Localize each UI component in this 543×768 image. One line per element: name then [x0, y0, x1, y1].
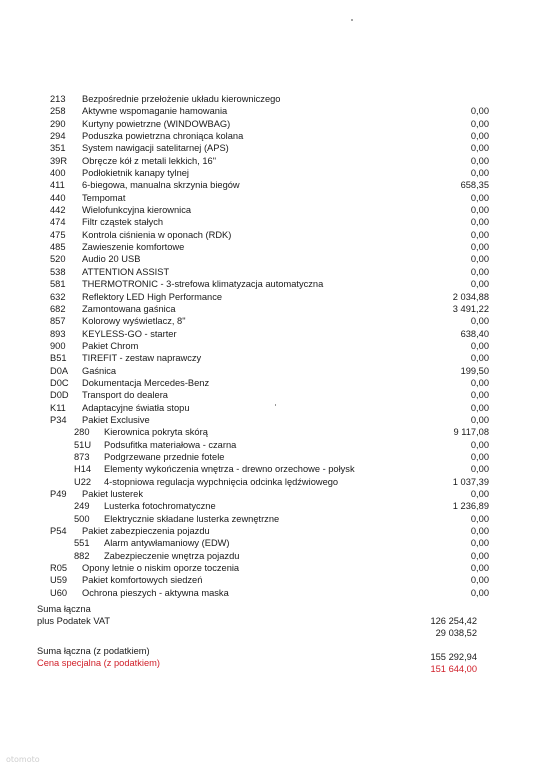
option-row: [0, 414, 543, 426]
option-description: Podłokietnik kanapy tylnej: [82, 168, 189, 179]
option-price: 0,00: [470, 414, 489, 425]
option-description: Elementy wykończenia wnętrza - drewno orzechowe - połysk: [104, 464, 355, 475]
special-price-label: Cena specjalna (z podatkiem): [37, 658, 160, 668]
option-row: [0, 142, 543, 154]
option-row: [0, 476, 543, 488]
option-description: Elektrycznie składane lusterka zewnętrzne: [104, 513, 280, 524]
option-row: [0, 377, 543, 389]
option-code: 294: [50, 131, 66, 142]
option-price: 0,00: [470, 513, 489, 524]
option-code: 351: [50, 143, 66, 154]
vat-value: 29 038,52: [435, 628, 477, 638]
option-price: 0,00: [470, 205, 489, 216]
option-description: Wielofunkcyjna kierownica: [82, 205, 192, 216]
option-description: Adaptacyjne światła stopu: [82, 402, 190, 413]
option-code: R05: [50, 563, 68, 574]
option-code: 900: [50, 340, 66, 351]
option-price: 0,00: [470, 464, 489, 475]
option-price: 0,00: [470, 106, 489, 117]
option-code: 485: [50, 242, 66, 253]
option-price: 2 034,88: [452, 291, 489, 302]
option-description: Kierownica pokryta skórą: [104, 427, 208, 438]
option-price: 0,00: [470, 526, 489, 537]
option-row: [0, 562, 543, 574]
option-price: 0,00: [470, 316, 489, 327]
option-row: [0, 525, 543, 537]
option-description: Zamontowana gaśnica: [82, 303, 176, 314]
option-row: [0, 93, 543, 105]
option-description: Obręcze kół z metali lekkich, 16": [82, 155, 217, 166]
option-code: 873: [74, 451, 90, 462]
option-description: Pakiet komfortowych siedzeń: [82, 575, 203, 586]
option-price: 0,00: [470, 575, 489, 586]
option-code: 682: [50, 303, 66, 314]
option-description: Lusterka fotochromatyczne: [104, 501, 216, 512]
option-code: 893: [50, 328, 66, 339]
option-row: [0, 340, 543, 352]
option-price: 0,00: [470, 229, 489, 240]
option-code: H14: [74, 464, 92, 475]
total-net-value: 126 254,42: [430, 616, 477, 626]
option-description: Kolorowy wyświetlacz, 8": [82, 316, 186, 327]
vat-value-row: [0, 627, 543, 639]
option-row: [0, 328, 543, 340]
option-row: [0, 513, 543, 525]
option-price: 0,00: [470, 266, 489, 277]
option-description: THERMOTRONIC - 3-strefowa klimatyzacja automatyczna: [82, 279, 324, 290]
total-net-row: [0, 603, 543, 615]
option-code: 581: [50, 279, 66, 290]
option-code: D0C: [50, 377, 69, 388]
special-price-value: 151 644,00: [430, 664, 477, 674]
option-code: 249: [74, 501, 90, 512]
option-price: 0,00: [470, 242, 489, 253]
option-price: 0,00: [470, 118, 489, 129]
option-price: 0,00: [470, 489, 489, 499]
option-code: 258: [50, 106, 66, 117]
option-row: [0, 278, 543, 290]
option-price: 9 117,08: [453, 427, 489, 438]
option-code: P49: [50, 489, 67, 499]
option-price: 0,00: [470, 168, 489, 179]
total-net-label: Suma łączna: [37, 604, 91, 614]
option-description: TIREFIT - zestaw naprawczy: [82, 353, 202, 364]
option-row: [0, 389, 543, 401]
gross-row: [0, 645, 543, 662]
option-row: [0, 574, 543, 586]
option-code: 39R: [50, 155, 68, 166]
option-price: 0,00: [470, 217, 489, 228]
option-code: 857: [50, 316, 66, 327]
option-price: 0,00: [470, 155, 489, 166]
option-row: [0, 537, 543, 549]
option-price: 1 037,39: [452, 476, 489, 487]
option-row: [0, 488, 543, 500]
option-row: [0, 291, 543, 303]
option-row: [0, 266, 543, 278]
option-price: 1 236,89: [452, 501, 489, 512]
gross-label: Suma łączna (z podatkiem): [37, 646, 150, 656]
option-code: 882: [74, 550, 90, 561]
option-description: Pakiet Chrom: [82, 340, 139, 351]
option-row: [0, 204, 543, 216]
option-row: [0, 167, 543, 179]
option-code: U22: [74, 476, 92, 487]
option-description: System nawigacji satelitarnej (APS): [82, 143, 229, 154]
option-row: [0, 463, 543, 475]
option-row: [0, 192, 543, 204]
option-price: 0,00: [470, 340, 489, 351]
option-row: [0, 402, 543, 414]
option-description: Alarm antywłamaniowy (EDW): [104, 538, 230, 549]
option-code: 442: [50, 205, 66, 216]
vat-row: [0, 615, 543, 627]
option-description: Reflektory LED High Performance: [82, 291, 223, 302]
option-description: Zabezpieczenie wnętrza pojazdu: [104, 550, 240, 561]
option-description: Tempomat: [82, 192, 126, 203]
option-price: 0,00: [470, 550, 489, 561]
option-code: 632: [50, 291, 66, 302]
options-list: [0, 93, 543, 599]
gross-value: 155 292,94: [430, 652, 477, 662]
option-description: 6-biegowa, manualna skrzynia biegów: [82, 180, 240, 191]
option-row: [0, 179, 543, 191]
option-price: 0,00: [470, 563, 489, 574]
option-row: [0, 587, 543, 599]
option-row: [0, 303, 543, 315]
option-description: Bezpośrednie przełożenie układu kierowniczego: [82, 94, 281, 104]
option-code: 51U: [74, 439, 92, 450]
option-code: 551: [74, 538, 90, 549]
option-description: Pakiet zabezpieczenia pojazdu: [82, 526, 210, 537]
option-code: P54: [50, 526, 67, 537]
option-price: 0,00: [470, 402, 489, 413]
option-price: 199,50: [460, 365, 489, 376]
option-description: Gaśnica: [82, 365, 117, 376]
option-code: D0D: [50, 390, 69, 401]
option-code: K11: [50, 402, 66, 413]
option-code: 400: [50, 168, 66, 179]
option-row: [0, 451, 543, 463]
option-description: Audio 20 USB: [82, 254, 141, 265]
option-row: [0, 352, 543, 364]
option-description: Pakiet Exclusive: [82, 414, 150, 425]
option-row: [0, 365, 543, 377]
option-code: D0A: [50, 365, 69, 376]
vat-label: plus Podatek VAT: [37, 616, 111, 626]
option-code: 475: [50, 229, 66, 240]
option-description: Filtr cząstek stałych: [82, 217, 164, 228]
option-description: Kurtyny powietrzne (WINDOWBAG): [82, 118, 231, 129]
option-description: Aktywne wspomaganie hamowania: [82, 106, 228, 117]
option-price: 0,00: [470, 587, 489, 598]
option-row: [0, 130, 543, 142]
option-price: 638,40: [460, 328, 489, 339]
option-description: KEYLESS-GO - starter: [82, 328, 177, 339]
option-price: 0,00: [470, 143, 489, 154]
option-price: 3 491,22: [452, 303, 489, 314]
scan-speck: [351, 19, 353, 21]
option-row: [0, 216, 543, 228]
option-price: 0,00: [470, 192, 489, 203]
option-description: Zawieszenie komfortowe: [82, 242, 185, 253]
option-description: Transport do dealera: [82, 390, 168, 401]
option-row: [0, 229, 543, 241]
option-code: 538: [50, 266, 66, 277]
option-row: [0, 550, 543, 562]
option-code: 280: [74, 427, 90, 438]
option-description: Pakiet lusterek: [82, 489, 143, 499]
option-row: [0, 315, 543, 327]
option-price: 0,00: [470, 439, 489, 450]
option-description: Poduszka powietrzna chroniąca kolana: [82, 131, 244, 142]
option-description: 4-stopniowa regulacja wypchnięcia odcinka lędźwiowego: [104, 476, 339, 487]
option-price: 0,00: [470, 451, 489, 462]
option-code: U59: [50, 575, 68, 586]
option-description: Kontrola ciśnienia w oponach (RDK): [82, 229, 232, 240]
option-description: Ochrona pieszych - aktywna maska: [82, 587, 229, 598]
option-row: [0, 155, 543, 167]
option-row: [0, 439, 543, 451]
option-code: B51: [50, 353, 67, 364]
option-price: 0,00: [470, 538, 489, 549]
option-code: U60: [50, 587, 68, 598]
option-description: Podsufitka materiałowa - czarna: [104, 439, 237, 450]
option-price: 0,00: [470, 377, 489, 388]
option-description: ATTENTION ASSIST: [82, 266, 170, 277]
option-price: 0,00: [470, 279, 489, 290]
option-row: [0, 241, 543, 253]
option-price: 0,00: [470, 254, 489, 265]
option-row: [0, 426, 543, 438]
option-row: [0, 105, 543, 117]
option-price: 658,35: [460, 180, 489, 191]
option-row: [0, 500, 543, 512]
option-description: Podgrzewane przednie fotele: [104, 451, 225, 462]
option-code: 213: [50, 94, 66, 104]
option-description: Dokumentacja Mercedes-Benz: [82, 377, 210, 388]
option-code: 411: [50, 180, 65, 191]
option-price: 0,00: [470, 390, 489, 401]
option-description: Opony letnie o niskim oporze toczenia: [82, 563, 240, 574]
option-code: 500: [74, 513, 90, 524]
option-code: 474: [50, 217, 66, 228]
option-code: 290: [50, 118, 66, 129]
option-code: 440: [50, 192, 66, 203]
option-row: [0, 118, 543, 130]
totals-section: [0, 603, 543, 674]
option-code: P34: [50, 414, 67, 425]
option-row: [0, 253, 543, 265]
option-price: 0,00: [470, 353, 489, 364]
watermark: otomoto: [6, 755, 40, 764]
option-price: 0,00: [470, 131, 489, 142]
special-price-row: [0, 657, 543, 674]
option-code: 520: [50, 254, 66, 265]
